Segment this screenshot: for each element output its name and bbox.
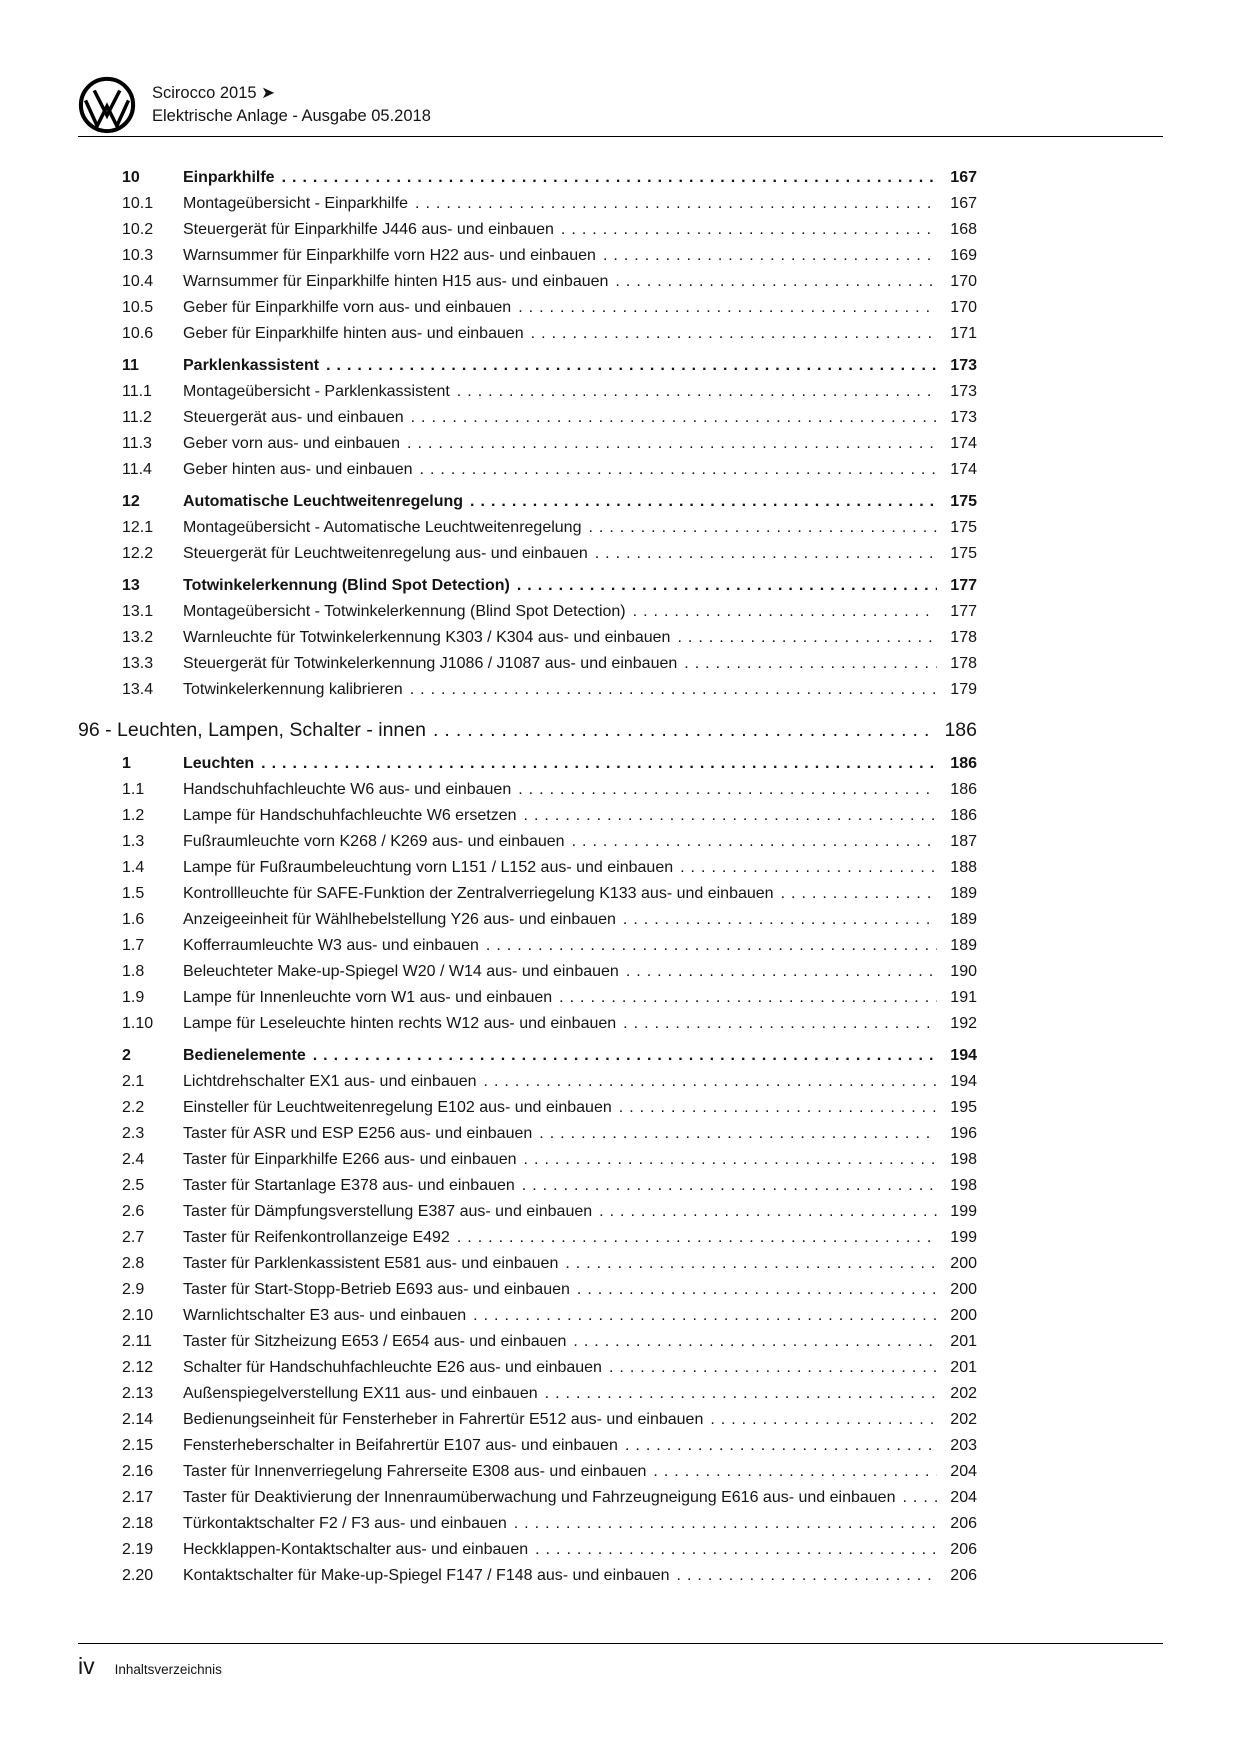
toc-entry-number: 12: [122, 493, 140, 510]
toc-entry: [78, 715, 977, 745]
toc-entry-number: 2.2: [122, 1099, 145, 1116]
toc-entry-page: 189: [950, 911, 977, 928]
toc-entry: [78, 1511, 977, 1537]
toc-entry-number: 10: [122, 169, 140, 186]
toc-entry-number: 2.17: [122, 1489, 154, 1506]
toc-entry-title: Taster für Parklenkassistent E581 aus- und einbauen: [183, 1255, 559, 1272]
toc-entry: [78, 1537, 977, 1563]
dot-leader: [407, 431, 937, 457]
toc-entry: [78, 855, 977, 881]
dot-leader: [633, 599, 937, 625]
toc-entry: [78, 165, 977, 191]
toc-entry-title: Totwinkelerkennung kalibrieren: [183, 681, 403, 698]
toc-entry-page: 186: [944, 719, 977, 741]
toc-entry-page: 188: [950, 859, 977, 876]
toc-entry-number: 11.2: [122, 409, 152, 426]
toc-entry-number: 1.7: [122, 937, 145, 954]
toc-entry: [78, 803, 977, 829]
toc-entry-page: 200: [950, 1307, 977, 1324]
toc-entry-number: 2.8: [122, 1255, 145, 1272]
toc-entry-number: 1.10: [122, 1015, 154, 1032]
toc-entry: [78, 1485, 977, 1511]
toc-entry-title: Montageübersicht - Automatische Leuchtweitenregelung: [183, 519, 582, 536]
toc-entry-title: Warnsummer für Einparkhilfe vorn H22 aus- und einbauen: [183, 247, 596, 264]
dot-leader: [572, 829, 937, 855]
toc-entry-title: Taster für Sitzheizung E653 / E654 aus- und einbauen: [183, 1333, 567, 1350]
toc-entry-page: 200: [950, 1281, 977, 1298]
dot-leader: [615, 269, 937, 295]
header-divider: [78, 136, 1163, 137]
toc-entry-page: 175: [950, 545, 977, 562]
toc-entry: [78, 881, 977, 907]
toc-entry-page: 196: [950, 1125, 977, 1142]
toc-entry: [78, 933, 977, 959]
toc-entry-page: 174: [950, 461, 977, 478]
toc-entry-number: 1.4: [122, 859, 145, 876]
toc-entry-title: Parklenkassistent: [183, 357, 320, 374]
toc-entry-title: Taster für ASR und ESP E256 aus- und einbauen: [183, 1125, 533, 1142]
toc-entry-number: 2.9: [122, 1281, 145, 1298]
toc-entry-number: 10.1: [122, 195, 154, 212]
dot-leader: [415, 191, 937, 217]
toc-entry-title: Lampe für Fußraumbeleuchtung vorn L151 / L152 aus- und einbauen: [183, 859, 674, 876]
dot-leader: [680, 855, 937, 881]
toc-entry-number: 1.3: [122, 833, 145, 850]
toc-entry-number: 13.4: [122, 681, 154, 698]
dot-leader: [565, 1251, 937, 1277]
toc-entry-number: 2.3: [122, 1125, 145, 1142]
toc-entry-title: Türkontaktschalter F2 / F3 aus- und einbauen: [183, 1515, 507, 1532]
toc-entry-title: Steuergerät aus- und einbauen: [183, 409, 404, 426]
toc-entry-page: 203: [950, 1437, 977, 1454]
toc-entry-title: Handschuhfachleuchte W6 aus- und einbauen: [183, 781, 512, 798]
toc-entry: [78, 651, 977, 677]
toc-entry-title: Schalter für Handschuhfachleuchte E26 aus- und einbauen: [183, 1359, 602, 1376]
toc-entry: [78, 321, 977, 347]
dot-leader: [603, 243, 937, 269]
toc-entry-page: 199: [950, 1203, 977, 1220]
toc-entry-number: 1.9: [122, 989, 145, 1006]
dot-leader: [531, 321, 937, 347]
toc-entry-number: 2.16: [122, 1463, 154, 1480]
toc-entry-number: 10.2: [122, 221, 154, 238]
toc-entry-number: 12.2: [122, 545, 154, 562]
toc-entry-number: 2.4: [122, 1151, 145, 1168]
dot-leader: [326, 353, 937, 379]
dot-leader: [518, 295, 937, 321]
toc-entry-title: Einsteller für Leuchtweitenregelung E102 aus- und einbauen: [183, 1099, 612, 1116]
dot-leader: [623, 907, 937, 933]
toc-entry-title: Einparkhilfe: [183, 169, 275, 186]
dot-leader: [473, 1303, 937, 1329]
toc-entry-title: Taster für Startanlage E378 aus- und einbauen: [183, 1177, 515, 1194]
toc-entry-number: 10.6: [122, 325, 154, 342]
toc-entry-title: Lampe für Handschuhfachleuchte W6 ersetzen: [183, 807, 517, 824]
toc-entry: [78, 907, 977, 933]
toc-entry-title: Heckklappen-Kontaktschalter aus- und einbauen: [183, 1541, 529, 1558]
toc-entry: [78, 541, 977, 567]
toc-entry: [78, 829, 977, 855]
toc-entry-title: Taster für Dämpfungsverstellung E387 aus- und einbauen: [183, 1203, 593, 1220]
toc-entry-page: 198: [950, 1177, 977, 1194]
toc-entry-page: 191: [950, 989, 977, 1006]
dot-leader: [313, 1043, 937, 1069]
dot-leader: [577, 1277, 937, 1303]
toc-entry: [78, 489, 977, 515]
toc-entry-page: 186: [950, 781, 977, 798]
toc-entry-number: 2.14: [122, 1411, 154, 1428]
toc-entry-number: 2.11: [122, 1333, 152, 1350]
toc-entry-title: Kontaktschalter für Make-up-Spiegel F147 / F148 aus- und einbauen: [183, 1567, 670, 1584]
toc-entry: [78, 1043, 977, 1069]
toc-entry-page: 169: [950, 247, 977, 264]
toc-entry-page: 201: [950, 1359, 977, 1376]
toc-entry-title: Geber für Einparkhilfe vorn aus- und einbauen: [183, 299, 512, 316]
toc-entry: [78, 1199, 977, 1225]
toc-entry-title: Lampe für Leseleuchte hinten rechts W12 aus- und einbauen: [183, 1015, 617, 1032]
toc-entry: [78, 1173, 977, 1199]
toc-entry-page: 194: [950, 1073, 977, 1090]
toc-entry: [78, 457, 977, 483]
dot-leader: [599, 1199, 937, 1225]
toc-entry-page: 177: [950, 603, 977, 620]
toc-entry-page: 206: [950, 1567, 977, 1584]
toc-entry-page: 173: [950, 357, 977, 374]
toc-entry-title: Außenspiegelverstellung EX11 aus- und einbauen: [183, 1385, 538, 1402]
dot-leader: [514, 1511, 937, 1537]
toc-entry-page: 204: [950, 1463, 977, 1480]
toc-entry-number: 2.19: [122, 1541, 154, 1558]
toc-entry-page: 167: [950, 195, 977, 212]
dot-leader: [411, 405, 937, 431]
toc-entry-title: Fensterheberschalter in Beifahrertür E107 aus- und einbauen: [183, 1437, 618, 1454]
toc-entry-number: 2: [122, 1047, 131, 1064]
toc-entry-number: 11.4: [122, 461, 152, 478]
toc-entry-page: 189: [950, 885, 977, 902]
dot-leader: [588, 515, 937, 541]
toc-entry-title: Geber für Einparkhilfe hinten aus- und einbauen: [183, 325, 524, 342]
dot-leader: [623, 1011, 937, 1037]
toc-entry-number: 2.1: [122, 1073, 145, 1090]
toc-entry-title: Taster für Start-Stopp-Betrieb E693 aus- und einbauen: [183, 1281, 570, 1298]
toc-entry-title: Leuchten: [183, 755, 255, 772]
toc-entry-title: Steuergerät für Leuchtweitenregelung aus- und einbauen: [183, 545, 588, 562]
toc-entry-page: 175: [950, 493, 977, 510]
toc-entry-page: 202: [950, 1411, 977, 1428]
toc-entry: [78, 1011, 977, 1037]
toc-entry-number: 2.5: [122, 1177, 145, 1194]
toc-entry-page: 175: [950, 519, 977, 536]
toc-entry: [78, 1147, 977, 1173]
toc-entry: [78, 405, 977, 431]
toc-entry-title: Warnsummer für Einparkhilfe hinten H15 aus- und einbauen: [183, 273, 609, 290]
dot-leader: [609, 1355, 937, 1381]
toc-entry-title: Bedienelemente: [183, 1047, 306, 1064]
toc-entry-title: Taster für Reifenkontrollanzeige E492: [183, 1229, 450, 1246]
toc-entry-title: Fußraumleuchte vorn K268 / K269 aus- und einbauen: [183, 833, 565, 850]
toc-entry-page: 179: [950, 681, 977, 698]
dot-leader: [677, 1563, 937, 1589]
toc-entry-page: 186: [950, 755, 977, 772]
dot-leader: [781, 881, 937, 907]
toc-entry-number: 13.1: [122, 603, 154, 620]
toc-entry-number: 2.18: [122, 1515, 154, 1532]
toc-entry: [78, 1381, 977, 1407]
toc-entry: [78, 677, 977, 703]
toc-entry-number: 1.6: [122, 911, 145, 928]
toc-entry: [78, 1251, 977, 1277]
dot-leader: [524, 1147, 937, 1173]
toc-entry-title: Montageübersicht - Parklenkassistent: [183, 383, 450, 400]
dot-leader: [410, 677, 937, 703]
toc-entry-page: 174: [950, 435, 977, 452]
toc-entry-page: 206: [950, 1541, 977, 1558]
toc-entry-page: 178: [950, 629, 977, 646]
dot-leader: [684, 651, 937, 677]
toc-entry: [78, 1225, 977, 1251]
toc-entry-title: Montageübersicht - Totwinkelerkennung (Blind Spot Detection): [183, 603, 626, 620]
toc-entry-title: Taster für Deaktivierung der Innenraumüberwachung und Fahrzeugneigung E616 aus- und einbauen: [183, 1489, 896, 1506]
toc-entry-number: 2.13: [122, 1385, 154, 1402]
toc-list: [78, 165, 977, 1589]
dot-leader: [625, 1433, 937, 1459]
toc-entry: [78, 1121, 977, 1147]
toc-entry-title: Lichtdrehschalter EX1 aus- und einbauen: [183, 1073, 477, 1090]
vw-logo-icon: [78, 76, 136, 134]
toc-entry: [78, 1355, 977, 1381]
toc-entry: [78, 1277, 977, 1303]
toc-entry: [78, 217, 977, 243]
toc-entry-page: 206: [950, 1515, 977, 1532]
dot-leader: [710, 1407, 937, 1433]
dot-leader: [261, 751, 937, 777]
toc-entry-number: 2.7: [122, 1229, 145, 1246]
toc-entry-number: 1.5: [122, 885, 145, 902]
dot-leader: [282, 165, 937, 191]
toc-entry-page: 192: [950, 1015, 977, 1032]
toc-entry-number: 11.1: [122, 383, 152, 400]
toc-entry-page: 195: [950, 1099, 977, 1116]
toc-entry-page: 190: [950, 963, 977, 980]
toc-entry-title: Geber vorn aus- und einbauen: [183, 435, 401, 452]
toc-entry-title: Lampe für Innenleuchte vorn W1 aus- und einbauen: [183, 989, 553, 1006]
dot-leader: [561, 217, 937, 243]
toc-entry: [78, 1459, 977, 1485]
dot-leader: [470, 489, 937, 515]
toc-entry-page: 187: [950, 833, 977, 850]
toc-entry-page: 170: [950, 299, 977, 316]
toc-entry-number: 1.8: [122, 963, 145, 980]
header-text: [152, 76, 431, 128]
toc-entry-title: Warnlichtschalter E3 aus- und einbauen: [183, 1307, 467, 1324]
toc-entry-page: 201: [950, 1333, 977, 1350]
dot-leader: [545, 1381, 937, 1407]
dot-leader: [433, 715, 937, 745]
toc-entry-title: Kontrollleuchte für SAFE-Funktion der Zentralverriegelung K133 aus- und einbauen: [183, 885, 774, 902]
toc-entry: [78, 777, 977, 803]
toc-entry: [78, 295, 977, 321]
toc-entry-title: Kofferraumleuchte W3 aus- und einbauen: [183, 937, 479, 954]
toc-entry-number: 11.3: [122, 435, 152, 452]
toc-entry: [78, 599, 977, 625]
dot-leader: [573, 1329, 937, 1355]
toc-entry-page: 167: [950, 169, 977, 186]
dot-leader: [626, 959, 937, 985]
dot-leader: [677, 625, 937, 651]
toc-entry: [78, 573, 977, 599]
toc-entry-page: 202: [950, 1385, 977, 1402]
dot-leader: [902, 1485, 937, 1511]
page-header: [78, 76, 1163, 134]
toc-entry-number: 13.2: [122, 629, 154, 646]
toc-entry-page: 168: [950, 221, 977, 238]
toc-entry: [78, 625, 977, 651]
toc-entry-number: 11: [122, 357, 139, 374]
toc-entry-page: 189: [950, 937, 977, 954]
page-footer: [78, 1643, 1163, 1680]
dot-leader: [522, 1173, 937, 1199]
toc-entry-number: 13: [122, 577, 140, 594]
toc-entry-number: 1.2: [122, 807, 145, 824]
toc-entry-title: Beleuchteter Make-up-Spiegel W20 / W14 aus- und einbauen: [183, 963, 619, 980]
dot-leader: [457, 1225, 937, 1251]
dot-leader: [517, 573, 937, 599]
toc-entry-title: 96 - Leuchten, Lampen, Schalter - innen: [78, 719, 426, 741]
toc-entry-page: 170: [950, 273, 977, 290]
toc-entry-number: 2.10: [122, 1307, 154, 1324]
toc-entry-title: Steuergerät für Totwinkelerkennung J1086 / J1087 aus- und einbauen: [183, 655, 678, 672]
toc-entry: [78, 191, 977, 217]
toc-entry-title: Geber hinten aus- und einbauen: [183, 461, 413, 478]
toc-entry-title: Automatische Leuchtweitenregelung: [183, 493, 464, 510]
toc-entry: [78, 959, 977, 985]
toc-entry-page: 198: [950, 1151, 977, 1168]
toc-entry-number: 10.4: [122, 273, 154, 290]
toc-entry-number: 13.3: [122, 655, 154, 672]
toc-entry-title: Anzeigeeinheit für Wählhebelstellung Y26 aus- und einbauen: [183, 911, 616, 928]
toc-entry: [78, 1433, 977, 1459]
toc-entry-title: Taster für Einparkhilfe E266 aus- und einbauen: [183, 1151, 517, 1168]
edition-subtitle: Elektrische Anlage - Ausgabe 05.2018: [152, 107, 431, 125]
toc-entry-page: 173: [950, 409, 977, 426]
dot-leader: [619, 1095, 937, 1121]
dot-leader: [420, 457, 937, 483]
toc-entry: [78, 353, 977, 379]
toc-entry-page: 173: [950, 383, 977, 400]
toc-entry: [78, 1329, 977, 1355]
toc-entry-title: Bedienungseinheit für Fensterheber in Fahrertür E512 aus- und einbauen: [183, 1411, 704, 1428]
toc-entry-page: 204: [950, 1489, 977, 1506]
toc-entry: [78, 379, 977, 405]
dot-leader: [595, 541, 937, 567]
toc-entry-number: 1.1: [122, 781, 145, 798]
footer-label: Inhaltsverzeichnis: [114, 1662, 222, 1677]
toc-entry-title: Totwinkelerkennung (Blind Spot Detection): [183, 577, 510, 594]
toc-entry: [78, 1095, 977, 1121]
dot-leader: [486, 933, 937, 959]
toc-entry-number: 1: [122, 755, 131, 772]
dot-leader: [484, 1069, 937, 1095]
dot-leader: [653, 1459, 937, 1485]
dot-leader: [518, 777, 937, 803]
dot-leader: [457, 379, 937, 405]
toc-entry-number: 10.5: [122, 299, 154, 316]
toc-entry-number: 10.3: [122, 247, 154, 264]
toc-entry: [78, 431, 977, 457]
toc-entry: [78, 751, 977, 777]
toc-entry-number: 2.12: [122, 1359, 154, 1376]
toc-entry-number: 2.6: [122, 1203, 145, 1220]
model-title: Scirocco 2015 ➤: [152, 84, 275, 102]
toc-entry-title: Montageübersicht - Einparkhilfe: [183, 195, 409, 212]
toc-entry-number: 2.15: [122, 1437, 154, 1454]
toc-entry: [78, 515, 977, 541]
toc-entry: [78, 1407, 977, 1433]
toc-entry: [78, 1069, 977, 1095]
toc-entry-page: 200: [950, 1255, 977, 1272]
toc-entry-title: Warnleuchte für Totwinkelerkennung K303 / K304 aus- und einbauen: [183, 629, 671, 646]
toc-entry: [78, 1303, 977, 1329]
toc-entry-number: 12.1: [122, 519, 154, 536]
toc-entry-page: 171: [950, 325, 977, 342]
toc-entry-title: Taster für Innenverriegelung Fahrerseite E308 aus- und einbauen: [183, 1463, 647, 1480]
dot-leader: [524, 803, 937, 829]
toc-entry: [78, 985, 977, 1011]
toc-entry-page: 178: [950, 655, 977, 672]
dot-leader: [539, 1121, 937, 1147]
toc-entry-page: 186: [950, 807, 977, 824]
toc-entry: [78, 269, 977, 295]
toc-entry: [78, 243, 977, 269]
toc-entry-number: 2.20: [122, 1567, 154, 1584]
toc-entry-page: 199: [950, 1229, 977, 1246]
dot-leader: [559, 985, 937, 1011]
footer-page-number: iv: [78, 1653, 95, 1679]
dot-leader: [535, 1537, 937, 1563]
toc-entry-page: 177: [950, 577, 977, 594]
toc-entry-title: Steuergerät für Einparkhilfe J446 aus- und einbauen: [183, 221, 554, 238]
toc-entry: [78, 1563, 977, 1589]
toc-entry-page: 194: [950, 1047, 977, 1064]
